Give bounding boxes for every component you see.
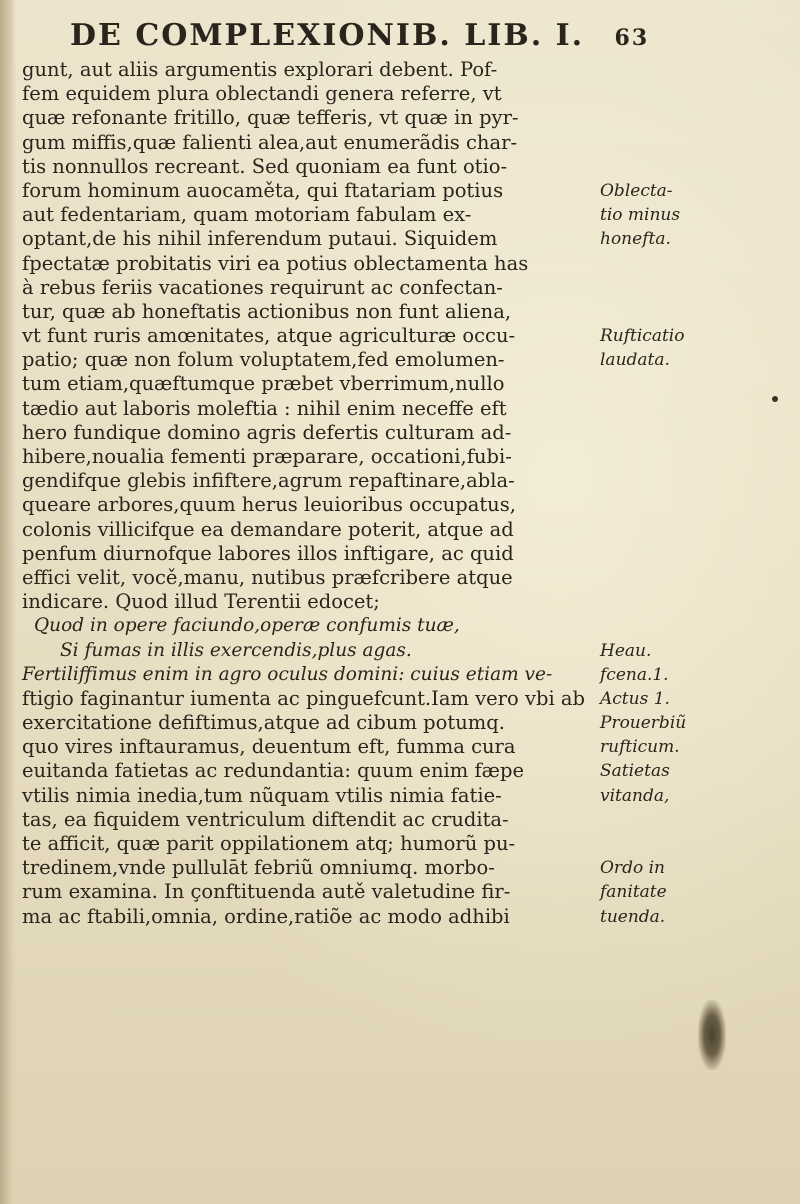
- text-line: hero fundique domino agris defertis culturam ad-: [22, 420, 512, 444]
- margin-note: [600, 106, 795, 130]
- margin-note: [600, 542, 795, 566]
- text-line: indicare. Quod illud Terentii edocet;: [22, 590, 380, 614]
- margin-note: [600, 372, 795, 396]
- margin-note: [600, 518, 795, 542]
- margin-note: Ordo in: [600, 858, 665, 879]
- margin-note: Rufticatio: [600, 326, 685, 347]
- margin-note: Oblecta-: [600, 180, 673, 201]
- margin-note: [600, 493, 795, 517]
- text-line: patio; quæ non folum voluptatem,fed emolumen-: [22, 348, 505, 372]
- margin-note: [600, 276, 795, 300]
- text-line: tum etiam,quæftumque præbet vberrimum,nullo: [22, 372, 505, 396]
- margin-note: Satietas: [600, 761, 670, 782]
- ink-dot: [772, 396, 778, 402]
- margin-note: Prouerbiũ: [600, 713, 687, 734]
- margin-note: [600, 808, 795, 832]
- margin-note: honefta.: [600, 229, 671, 250]
- text-line: fem equidem plura oblectandi genera referre, vt: [22, 82, 502, 106]
- marginal-notes-column: [600, 58, 795, 929]
- text-line: ftigio faginantur iumenta ac pinguefcunt.Iam vero vbi ab: [22, 686, 585, 710]
- text-line: te afficit, quæ parit oppilationem atq; humorũ pu-: [22, 832, 516, 855]
- text-line: à rebus feriis vacationes requirunt ac confectan-: [22, 275, 503, 299]
- text-line: ma ac ftabili,omnia, ordine,ratiõe ac modo adhibi: [22, 904, 510, 928]
- text-line: aut fedentariam, quam motoriam fabulam ex-: [22, 203, 472, 227]
- text-line: quæ refonante fritillo, quæ tefferis, vt quæ in pyr-: [22, 106, 519, 130]
- page-gutter-shadow: [0, 0, 16, 1204]
- margin-note: [600, 590, 795, 614]
- text-line: gum miffis,quæ falienti alea,aut enumerãdis char-: [22, 130, 518, 154]
- margin-note: [600, 445, 795, 469]
- margin-note: rufticum.: [600, 737, 680, 758]
- page-number: 63: [614, 25, 650, 51]
- text-line: effici velit, vocě,manu, nutibus præfcribere atque: [22, 565, 513, 589]
- margin-note: [600, 832, 795, 856]
- margin-note: [600, 58, 795, 82]
- text-line: gendifque glebis infiftere,agrum repaftinare,abla-: [22, 469, 515, 493]
- margin-note: [600, 469, 795, 493]
- text-line: vtilis nimia inedia,tum nũquam vtilis nimia fatie-: [22, 783, 502, 807]
- margin-note: Actus 1.: [600, 688, 670, 709]
- text-line: queare arbores,quum herus leuioribus occupatus,: [22, 493, 516, 517]
- quote-line: Quod in opere faciundo,operæ confumis tuæ,: [34, 615, 460, 637]
- margin-note: [600, 397, 795, 421]
- main-text-column: [22, 58, 594, 929]
- margin-note: [600, 155, 795, 179]
- quote-line: Fertiliffimus enim in agro oculus domini: cuius etiam ve-: [22, 663, 553, 685]
- text-line: quo vires inftauramus, deuentum eft, fumma cura: [22, 735, 516, 759]
- terence-quotation: [22, 614, 594, 687]
- text-line: gunt, aut aliis argumentis explorari debent. Pof-: [22, 58, 498, 81]
- margin-note: [600, 131, 795, 155]
- margin-note: [600, 252, 795, 276]
- text-line: colonis villicifque ea demandare poterit, atque ad: [22, 517, 514, 541]
- text-block-1: [22, 58, 594, 614]
- margin-note: [600, 421, 795, 445]
- margin-note: Heau.: [600, 640, 652, 661]
- text-line: euitanda fatietas ac redundantia: quum enim fæpe: [22, 759, 525, 783]
- margin-note: [600, 566, 795, 590]
- text-line: hibere,noualia fementi præparare, occationi,fubi-: [22, 445, 512, 468]
- margin-note: [600, 300, 795, 324]
- margin-note: tio minus: [600, 205, 681, 226]
- margin-note: fcena.1.: [600, 664, 669, 685]
- text-line: tædio aut laboris moleftia : nihil enim neceffe eft: [22, 396, 507, 420]
- text-line: vt funt ruris amœnitates, atque agriculturæ occu-: [22, 324, 516, 348]
- margin-note: [600, 82, 795, 106]
- text-line: penfum diurnofque labores illos inftigare, ac quid: [22, 541, 514, 565]
- running-title: DE COMPLEXIONIB. LIB. I.: [70, 18, 585, 53]
- margin-note: laudata.: [600, 350, 670, 371]
- text-line: tredinem,vnde pullulāt febriũ omniumq. morbo-: [22, 856, 495, 880]
- text-line: exercitatione defiftimus,atque ad cibum potumq.: [22, 711, 505, 735]
- text-line: tas, ea fiquidem ventriculum diftendit ac crudita-: [22, 807, 509, 831]
- text-line: tur, quæ ab honeftatis actionibus non funt aliena,: [22, 299, 512, 323]
- text-line: forum hominum auocaměta, qui ftatariam potius: [22, 178, 504, 202]
- quote-line: Si fumas in illis exercendis,plus agas.: [60, 639, 412, 661]
- text-block-2: [22, 687, 594, 929]
- margin-note: vitanda,: [600, 785, 670, 806]
- margin-note: fanitate: [600, 882, 667, 903]
- text-line: tis nonnullos recreant. Sed quoniam ea funt otio-: [22, 154, 508, 178]
- text-line: rum examina. In çonftituenda autě valetudine fir-: [22, 880, 511, 904]
- margin-note: tuenda.: [600, 906, 666, 927]
- text-line: optant,de his nihil inferendum putaui. Siquidem: [22, 227, 498, 251]
- margin-note: [600, 614, 795, 638]
- running-head: [70, 18, 770, 53]
- text-line: fpectatæ probitatis viri ea potius oblectamenta has: [22, 251, 529, 275]
- ink-stain: [698, 1000, 726, 1070]
